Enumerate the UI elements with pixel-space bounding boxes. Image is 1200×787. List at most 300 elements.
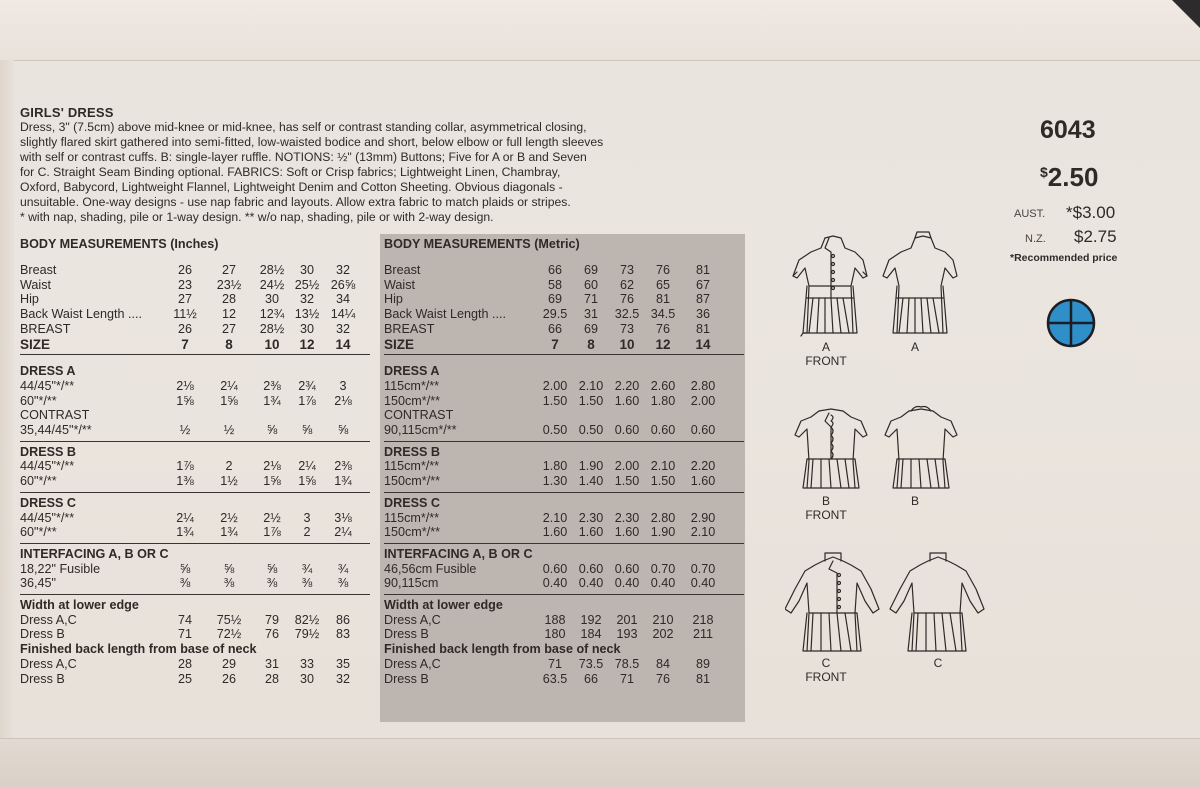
cell-value: 0.60 (578, 561, 604, 576)
cell-value: 2.80 (650, 510, 676, 525)
cell-value: ¾ (337, 561, 349, 576)
cell-value: 2⅛ (334, 393, 352, 408)
cell-value: ⅝ (337, 423, 349, 437)
cell-value: 74 (177, 612, 192, 627)
row-label: 36,45" (20, 576, 56, 591)
cell-value: 72½ (216, 627, 242, 642)
cell-value: 30 (264, 292, 279, 307)
cell-value: ⅝ (223, 561, 235, 576)
cell-value: 14 (335, 336, 351, 352)
cell-value: 1⅞ (263, 525, 281, 540)
cell-value: 65 (655, 277, 670, 292)
section-title: Width at lower edge (20, 598, 139, 612)
cell-value: ⅜ (223, 576, 235, 591)
cell-value: 0.60 (614, 423, 640, 437)
dress-b-front-drawing (795, 409, 867, 488)
section-divider (384, 594, 744, 595)
cell-value: 2.00 (614, 459, 640, 474)
row-label: 44/45"*/** (20, 378, 75, 393)
cell-value: 0.60 (614, 561, 640, 576)
section-title: DRESS A (384, 364, 440, 379)
price-amount: 2.50 (1047, 162, 1099, 192)
cell-value: 81 (695, 321, 710, 336)
table-row (20, 379, 370, 394)
cell-value: 71 (619, 671, 634, 686)
cell-value: 58 (547, 277, 562, 292)
cell-value: 1.50 (650, 474, 676, 489)
cell-value: ⅝ (301, 423, 313, 437)
table-row (384, 511, 744, 526)
cell-value: 71 (547, 656, 562, 671)
cell-value: 0.40 (542, 576, 568, 591)
cell-value: 34.5 (650, 307, 676, 322)
cell-value: 1.50 (542, 393, 568, 408)
cell-value: 2.20 (614, 378, 640, 393)
cell-value: 202 (652, 627, 674, 642)
table-row (384, 337, 744, 352)
row-label: 115cm*/** (384, 378, 440, 393)
cell-value: 76 (655, 263, 670, 277)
cell-value: 7 (551, 336, 559, 352)
table-row (384, 322, 744, 337)
table-row (384, 672, 744, 687)
cell-value: 75½ (216, 612, 242, 627)
view-sublabel: FRONT (805, 354, 847, 368)
table-row (20, 576, 370, 591)
cell-value: 28½ (259, 263, 285, 277)
row-label: 115cm*/** (384, 459, 440, 474)
cell-value: 63.5 (542, 671, 568, 686)
cell-value: ⅜ (337, 576, 349, 591)
cell-value: 26 (221, 671, 236, 686)
cell-value: 1⅜ (176, 474, 194, 489)
row-label: 115cm*/** (384, 510, 440, 525)
view-letter: B (821, 494, 830, 508)
table-row (20, 263, 370, 278)
cell-value: 76 (619, 292, 634, 307)
table-row (20, 307, 370, 322)
cell-value: 81 (695, 671, 710, 686)
cell-value: 28 (177, 656, 192, 671)
cell-value: 26 (177, 321, 192, 336)
cell-value: 1⅞ (298, 393, 316, 408)
cell-value: 1.80 (542, 459, 568, 474)
cell-value: 2.80 (690, 378, 716, 393)
row-label: 46,56cm Fusible (384, 561, 477, 576)
cell-value: 2¼ (220, 378, 238, 393)
cell-value: 1⅞ (176, 459, 194, 474)
row-label: Dress B (20, 627, 65, 642)
cell-value: 35 (335, 656, 350, 671)
row-label: SIZE (384, 336, 415, 352)
pattern-number: 6043 (1040, 116, 1096, 144)
table-row (20, 613, 370, 628)
cell-value: 2.30 (614, 510, 640, 525)
row-label: 90,115cm*/** (384, 423, 457, 437)
cell-value: ⅝ (266, 423, 278, 437)
table-row (384, 627, 744, 642)
cell-value: 2.00 (542, 378, 568, 393)
table-row (384, 525, 744, 540)
section-title: Finished back length from base of neck (384, 642, 621, 657)
cell-value: 201 (616, 612, 638, 627)
section-divider (384, 354, 744, 355)
row-label: 35,44/45"*/** (20, 423, 92, 437)
nz-price-value: $2.75 (1074, 227, 1117, 246)
cell-value: 29.5 (542, 307, 568, 322)
section-title: DRESS B (20, 444, 76, 459)
cell-value: 27 (221, 321, 236, 336)
cell-value: 0.40 (650, 576, 676, 591)
cell-value: 29 (221, 656, 236, 671)
section-title: CONTRAST (20, 408, 90, 423)
cell-value: 25½ (294, 277, 320, 292)
aust-price-value: *$3.00 (1066, 203, 1116, 222)
cell-value: 210 (652, 612, 674, 627)
section-title: DRESS B (384, 444, 440, 459)
cell-value: 2.10 (690, 525, 716, 540)
table-row (384, 613, 744, 628)
table-row (384, 459, 744, 474)
cell-value: 1.60 (690, 474, 716, 489)
dress-views-illustration (785, 228, 995, 658)
view-letter: B (910, 494, 919, 508)
cell-value: 0.40 (614, 576, 640, 591)
section-title: INTERFACING A, B OR C (384, 546, 533, 561)
cell-value: 73.5 (578, 656, 604, 671)
description-line: slightly flared skirt gathered into semi-fitted, low-waisted bodice and short, below elbow or full length sleeves (20, 135, 604, 149)
cell-value: 87 (695, 292, 710, 307)
dress-a-back-drawing (883, 232, 957, 333)
cell-value: 2¼ (176, 510, 194, 525)
cell-value: 36 (695, 307, 710, 322)
description-line: unsuitable. One-way designs - use nap fabric and layouts. Allow extra fabric to match plaids or stripes. (20, 195, 571, 209)
section-divider (384, 543, 744, 544)
cell-value: 11½ (173, 307, 197, 322)
table-header: BODY MEASUREMENTS (Metric) (384, 237, 580, 251)
row-label: 18,22" Fusible (20, 561, 101, 576)
section-title: CONTRAST (384, 408, 454, 423)
cell-value: 192 (580, 612, 602, 627)
table-row (20, 337, 370, 352)
cell-value: 184 (580, 627, 602, 642)
description-line: Oxford, Babycord, Lightweight Flannel, Lightweight Denim and Cotton Sheeting. Obvious diagonals - (20, 180, 563, 194)
brand-logo-icon (1046, 298, 1096, 348)
cell-value: 67 (695, 277, 710, 292)
row-label: BREAST (384, 321, 435, 336)
section-divider (384, 441, 744, 442)
dress-b-back-drawing (885, 407, 957, 489)
cell-value: 2.60 (650, 378, 676, 393)
cell-value: 2⅛ (176, 378, 194, 393)
view-letter: C (821, 656, 831, 670)
cell-value: 2½ (263, 510, 281, 525)
cell-value: 1½ (220, 474, 238, 489)
view-label (796, 656, 856, 684)
view-letter: C (933, 656, 943, 670)
cell-value: 23½ (216, 277, 242, 292)
row-label: Dress A,C (384, 656, 441, 671)
cell-value: 32 (335, 671, 350, 686)
row-label: Dress B (384, 627, 429, 642)
cell-value: 1¾ (220, 525, 238, 540)
table-row (20, 525, 370, 540)
cell-value: 71 (583, 292, 598, 307)
table-row (20, 562, 370, 577)
cell-value: ⅝ (266, 561, 278, 576)
table-row (384, 263, 744, 278)
cell-value: 66 (583, 671, 598, 686)
price (1040, 162, 1098, 193)
cell-value: ⅜ (301, 576, 313, 591)
cell-value: 73 (619, 263, 634, 277)
cell-value: 31 (264, 656, 279, 671)
table-row (20, 657, 370, 672)
cell-value: 1.50 (578, 393, 604, 408)
cell-value: 1¾ (263, 393, 281, 408)
cell-value: 33 (299, 656, 314, 671)
cell-value: ¾ (301, 561, 313, 576)
cell-value: 218 (692, 612, 714, 627)
cell-value: 69 (547, 292, 562, 307)
row-label: SIZE (20, 336, 51, 352)
cell-value: 1.90 (650, 525, 676, 540)
view-sublabel: FRONT (805, 670, 847, 684)
cell-value: 0.60 (542, 561, 568, 576)
table-row (384, 307, 744, 322)
cell-value: 2⅜ (263, 378, 281, 393)
recommended-price-note: *Recommended price (1010, 252, 1118, 264)
cell-value: 62 (619, 277, 634, 292)
cell-value: 0.50 (542, 423, 568, 437)
cell-value: ½ (179, 423, 191, 437)
view-sublabel: FRONT (805, 508, 847, 522)
table-row (384, 576, 744, 591)
cell-value: 2¼ (298, 459, 316, 474)
cell-value: 8 (587, 336, 595, 352)
cell-value: 73 (619, 321, 634, 336)
cell-value: 28½ (259, 321, 285, 336)
envelope-left-edge (0, 60, 14, 786)
row-label: Dress B (384, 671, 429, 686)
cell-value: 14 (695, 336, 711, 352)
view-letter: A (910, 340, 919, 354)
description-line: Dress, 3" (7.5cm) above mid-knee or mid-knee, has self or contrast standing collar, asymmetrical closing, (20, 120, 587, 134)
cell-value: 2.20 (690, 459, 716, 474)
cell-value: 2 (225, 459, 233, 474)
row-label: Breast (384, 263, 421, 277)
row-label: Hip (384, 292, 403, 307)
cell-value: 81 (655, 292, 670, 307)
table-row (20, 394, 370, 409)
row-label: 44/45"*/** (20, 510, 75, 525)
envelope-top-flap (0, 0, 1200, 61)
view-label (908, 656, 968, 670)
cell-value: 12 (655, 336, 671, 352)
cell-value: 1.40 (578, 474, 604, 489)
cell-value: 10 (619, 336, 635, 352)
row-label: Hip (20, 292, 39, 307)
section-divider (384, 492, 744, 493)
cell-value: 2.10 (650, 459, 676, 474)
table-row (20, 292, 370, 307)
cell-value: 0.70 (690, 561, 716, 576)
section-title: Finished back length from base of neck (20, 642, 257, 657)
cell-value: 24½ (259, 277, 285, 292)
table-row (384, 562, 744, 577)
table-row (20, 511, 370, 526)
row-label: Dress B (20, 671, 65, 686)
row-label: 44/45"*/** (20, 459, 75, 474)
cell-value: 66 (547, 263, 562, 277)
cell-value: 34 (335, 292, 350, 307)
cell-value: 12 (221, 307, 236, 322)
section-title: INTERFACING A, B OR C (20, 546, 169, 561)
cell-value: 2.00 (690, 393, 716, 408)
cell-value: 2¾ (298, 378, 316, 393)
cell-value: 8 (225, 336, 233, 352)
cell-value: 32 (335, 263, 350, 277)
cell-value: 2 (303, 525, 311, 540)
row-label: 60"*/** (20, 525, 57, 540)
cell-value: 81 (695, 263, 710, 277)
cell-value: 0.50 (578, 423, 604, 437)
cell-value: 69 (583, 263, 598, 277)
description-line: * with nap, shading, pile or 1-way design. ** w/o nap, shading, pile or with 2-way design. (20, 210, 494, 224)
cell-value: 1.80 (650, 393, 676, 408)
description-line: with self or contrast cuffs. B: single-layer ruffle. NOTIONS: ½" (13mm) Buttons; Five for A or B and Seven (20, 150, 587, 164)
cell-value: 26 (177, 263, 192, 277)
cell-value: 1¾ (176, 525, 194, 540)
table-row (384, 379, 744, 394)
section-divider (20, 492, 370, 493)
cell-value: 76 (655, 321, 670, 336)
cell-value: 60 (583, 277, 598, 292)
cell-value: 2.10 (542, 510, 568, 525)
table-row (20, 459, 370, 474)
cell-value: 2¼ (334, 525, 352, 540)
table-row (20, 474, 370, 489)
row-label: Breast (20, 263, 57, 277)
cell-value: 31 (583, 307, 598, 322)
cell-value: 12 (299, 336, 315, 352)
table-row (384, 423, 744, 438)
cell-value: 2½ (220, 510, 238, 525)
table-row (384, 278, 744, 293)
garment-description (20, 105, 745, 225)
cell-value: 84 (655, 656, 670, 671)
cell-value: 27 (177, 292, 192, 307)
cell-value: 66 (547, 321, 562, 336)
cell-value: 0.40 (690, 576, 716, 591)
row-label: Dress A,C (20, 656, 77, 671)
section-title: DRESS C (20, 495, 76, 510)
description-line: for C. Straight Seam Binding optional. FABRICS: Soft or Crisp fabrics; Lightweight Linen, Chambray, (20, 165, 561, 179)
cell-value: 1.60 (542, 525, 568, 540)
section-divider (20, 594, 370, 595)
cell-value: 83 (335, 627, 350, 642)
cell-value: 79 (264, 612, 279, 627)
cell-value: 86 (335, 612, 350, 627)
aust-price-label: AUST. (1014, 208, 1046, 220)
cell-value: 1.60 (614, 525, 640, 540)
dress-c-back-drawing (890, 553, 984, 651)
view-label (796, 494, 856, 522)
cell-value: 1⅝ (298, 474, 316, 489)
row-label: 150cm*/** (384, 525, 441, 540)
cell-value: 76 (655, 671, 670, 686)
table-row (20, 423, 370, 438)
view-label (885, 494, 945, 508)
cell-value: 1⅝ (176, 393, 194, 408)
cell-value: 0.70 (650, 561, 676, 576)
cell-value: 89 (695, 656, 710, 671)
cell-value: 3⅛ (334, 510, 352, 525)
section-title: DRESS C (384, 495, 440, 510)
row-label: BREAST (20, 321, 71, 336)
cell-value: 2.10 (578, 378, 604, 393)
row-label: 60"*/** (20, 474, 57, 489)
row-label: Back Waist Length .... (20, 307, 143, 322)
cell-value: ⅜ (179, 576, 191, 591)
cell-value: 13½ (294, 307, 320, 322)
view-letter: A (821, 340, 830, 354)
table-row (384, 657, 744, 672)
section-title: DRESS A (20, 364, 76, 379)
cell-value: 32.5 (614, 307, 640, 322)
dress-a-front-drawing (793, 236, 867, 336)
cell-value: 30 (299, 263, 314, 277)
cell-value: 1¾ (334, 474, 352, 489)
cell-value: 2⅜ (334, 459, 352, 474)
cell-value: 76 (264, 627, 279, 642)
table-row (20, 322, 370, 337)
cell-value: 26⅝ (330, 277, 356, 292)
description-lines (20, 120, 745, 225)
cell-value: 0.60 (650, 423, 676, 437)
view-label (885, 340, 945, 354)
section-title: Width at lower edge (384, 598, 503, 612)
cell-value: ⅝ (179, 561, 191, 576)
cell-value: 1.60 (578, 525, 604, 540)
cell-value: 69 (583, 321, 598, 336)
cell-value: 1.30 (542, 474, 568, 489)
cell-value: 30 (299, 321, 314, 336)
cell-value: ½ (223, 423, 235, 437)
cell-value: 32 (299, 292, 314, 307)
row-label: 150cm*/** (384, 474, 441, 489)
cell-value: 23 (177, 277, 192, 292)
row-label: 90,115cm (384, 576, 439, 591)
cell-value: 79½ (294, 627, 320, 642)
envelope-bottom-flap (0, 738, 1200, 787)
cell-value: 27 (221, 263, 236, 277)
cell-value: 1.90 (578, 459, 604, 474)
cell-value: 1⅝ (263, 474, 281, 489)
cell-value: 1⅝ (220, 393, 238, 408)
cell-value: 0.40 (578, 576, 604, 591)
table-row (20, 627, 370, 642)
row-label: Dress A,C (384, 612, 441, 627)
dress-c-front-drawing (785, 553, 879, 651)
cell-value: 0.60 (690, 423, 716, 437)
cell-value: 3 (339, 378, 347, 393)
cell-value: 10 (264, 336, 280, 352)
cell-value: 2⅛ (263, 459, 281, 474)
cell-value: 2.90 (690, 510, 716, 525)
row-label: Dress A,C (20, 612, 77, 627)
row-label: Waist (384, 277, 416, 292)
